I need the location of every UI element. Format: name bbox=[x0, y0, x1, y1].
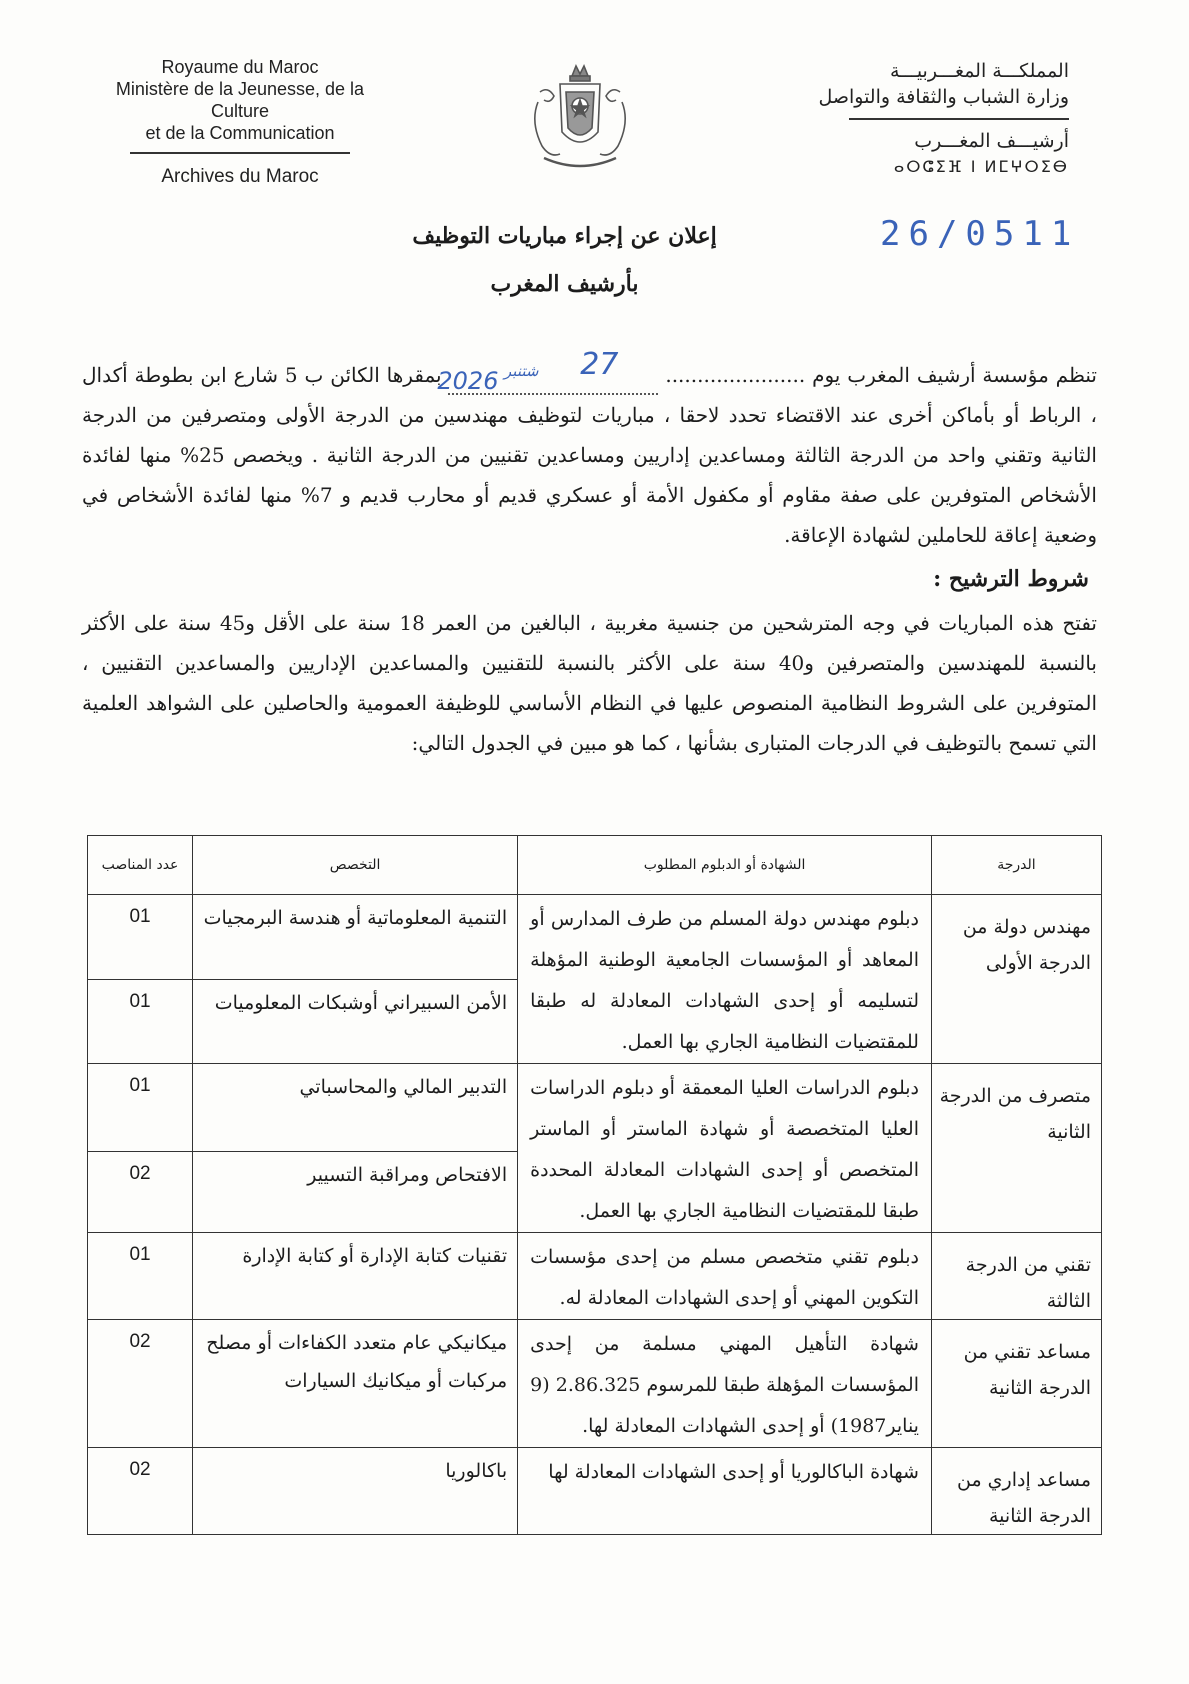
positions-cell: 01 bbox=[88, 1233, 193, 1320]
specialty-cell: ميكانيكي عام متعدد الكفاءات أو مصلح مركبات أو ميكانيك السيارات bbox=[193, 1320, 518, 1448]
ar-archives: أرشيـــف المغـــرب bbox=[914, 130, 1069, 152]
intro-text-1: تنظم مؤسسة أرشيف المغرب يوم ...................... bbox=[665, 363, 1097, 387]
conditions-heading: شروط الترشيح : bbox=[933, 566, 1089, 592]
intro-text-2: بمقرها الكائن ب 5 شارع ابن بطوطة أكدال ، الرباط أو بأماكن أخرى عند الاقتضاء تحدد لاحقا ، مباريات لتوظيف مهندسين من الدرجة الأولى ومتصرفين من الدرجة الثانية وتقني واحد من الدرجة الثالثة ومساعدين إداريين ومساعدين تقنيين من الدرجة الثانية . ويخصص 25% منها لفائدة الأشخاص المتوفرين على صفة مقاوم أو مكفول الأمة أو عسكري قديم أو محارب قديم و 7% منها لفائدة الأشخاص في وضعية إعاقة للحاملين لشهادة الإعاقة. bbox=[82, 363, 1097, 547]
ar-ministry: وزارة الشباب والثقافة والتواصل bbox=[818, 86, 1069, 108]
certificate-cell: دبلوم مهندس دولة المسلم من طرف المدارس أو المعاهد أو المؤسسات الجامعية الوطنية المؤهلة لتسليمه أو إحدى الشهادات المعادلة له طبقا للمقتضيات النظامية الجاري بها العمل. bbox=[518, 895, 932, 1064]
ar-kingdom: المملكـــة المغـــربيـــة bbox=[889, 60, 1069, 82]
certificate-cell: دبلوم تقني متخصص مسلم من إحدى مؤسسات التكوين المهني أو إحدى الشهادات المعادلة له. bbox=[518, 1233, 932, 1320]
table-row bbox=[88, 1448, 1102, 1535]
title-line-1: إعلان عن إجراء مباريات التوظيف bbox=[412, 223, 717, 249]
moroccan-coat-of-arms-icon bbox=[520, 62, 640, 180]
specialty-cell: الافتحاص ومراقبة التسيير bbox=[193, 1151, 518, 1232]
header-certificate: الشهادة أو الدبلوم المطلوب bbox=[518, 836, 932, 895]
conditions-paragraph: تفتح هذه المباريات في وجه المترشحين من جنسية مغربية ، البالغين من العمر 18 سنة على الأقل و45 سنة على الأكثر بالنسبة للمهندسين والمتصرفين و40 سنة على الأكثر بالنسبة للتقنيين والمساعدين الإداريين والمساعدين التقنيين ، المتوفرين على الشروط النظامية المنصوص عليها في النظام الأساسي للوظيفة العمومية والحاصلين على الشواهد العلمية التي تسمح بالتوظيف في الدرجات المتبارى بشأنها ، كما هو مبين في الجدول التالي: bbox=[82, 611, 1098, 755]
degree-cell: تقني من الدرجة الثالثة bbox=[931, 1233, 1101, 1320]
table-row bbox=[88, 895, 1102, 980]
positions-cell: 01 bbox=[88, 895, 193, 980]
certificate-cell: شهادة التأهيل المهني مسلمة من إحدى المؤسسات المؤهلة طبقا للمرسوم 2.86.325 (9 يناير1987) أو إحدى الشهادات المعادلة لها. bbox=[518, 1320, 932, 1448]
positions-cell: 02 bbox=[88, 1151, 193, 1232]
intro-paragraph bbox=[82, 347, 1097, 555]
header-positions: عدد المناصب bbox=[88, 836, 193, 895]
date-year: 2026 bbox=[437, 367, 499, 395]
date-day: 27 bbox=[580, 347, 619, 382]
table-row bbox=[88, 1320, 1102, 1448]
specialty-cell: التدبير المالي والمحاسباتي bbox=[193, 1064, 518, 1152]
date-month: شتنبر bbox=[504, 362, 539, 380]
fr-archives: Archives du Maroc bbox=[161, 166, 319, 187]
degree-cell: مساعد تقني من الدرجة الثانية bbox=[931, 1320, 1101, 1448]
handwritten-date bbox=[437, 347, 658, 395]
positions-cell: 01 bbox=[88, 1064, 193, 1152]
specialty-cell: باكالوريا bbox=[193, 1448, 518, 1535]
french-header bbox=[90, 56, 390, 188]
certificate-cell: دبلوم الدراسات العليا المعمقة أو دبلوم الدراسات العليا المتخصصة أو شهادة الماستر أو الماستر المتخصص أو إحدى الشهادات المعادلة المحددة طبقا للمقتضيات النظامية الجاري بها العمل. bbox=[518, 1064, 932, 1233]
table-row bbox=[88, 1233, 1102, 1320]
title-line-2: بأرشيف المغرب bbox=[490, 271, 639, 297]
degree-cell: مهندس دولة من الدرجة الأولى bbox=[931, 895, 1101, 1064]
header-degree: الدرجة bbox=[931, 836, 1101, 895]
arabic-header bbox=[769, 58, 1069, 180]
specialty-cell: تقنيات كتابة الإدارة أو كتابة الإدارة bbox=[193, 1233, 518, 1320]
degree-cell: مساعد إداري من الدرجة الثانية bbox=[931, 1448, 1101, 1535]
specialty-cell: الأمن السبيراني أوشبكات المعلوميات bbox=[193, 979, 518, 1064]
specialty-cell: التنمية المعلوماتية أو هندسة البرمجيات bbox=[193, 895, 518, 980]
fr-divider bbox=[130, 152, 350, 154]
reference-number: 26/0511 bbox=[880, 214, 1080, 254]
header-specialty: التخصص bbox=[193, 836, 518, 895]
certificate-cell: شهادة الباكالوريا أو إحدى الشهادات المعادلة لها bbox=[518, 1448, 932, 1535]
ar-divider bbox=[849, 118, 1069, 120]
table-header-row bbox=[88, 836, 1102, 895]
fr-ministry-cont: et de la Communication bbox=[145, 123, 335, 143]
positions-table bbox=[87, 835, 1102, 1535]
positions-cell: 01 bbox=[88, 979, 193, 1064]
degree-cell: متصرف من الدرجة الثانية bbox=[931, 1064, 1101, 1233]
fr-kingdom: Royaume du Maroc bbox=[161, 57, 319, 77]
table-row bbox=[88, 1064, 1102, 1152]
announcement-title bbox=[0, 212, 1189, 308]
positions-cell: 02 bbox=[88, 1320, 193, 1448]
positions-cell: 02 bbox=[88, 1448, 193, 1535]
tifinagh-archives: ⴰⵔⵛⵉⴼ ⵏ ⵍⵎⵖⵔⵉⴱ bbox=[893, 157, 1069, 176]
fr-ministry: Ministère de la Jeunesse, de la Culture bbox=[115, 79, 365, 121]
